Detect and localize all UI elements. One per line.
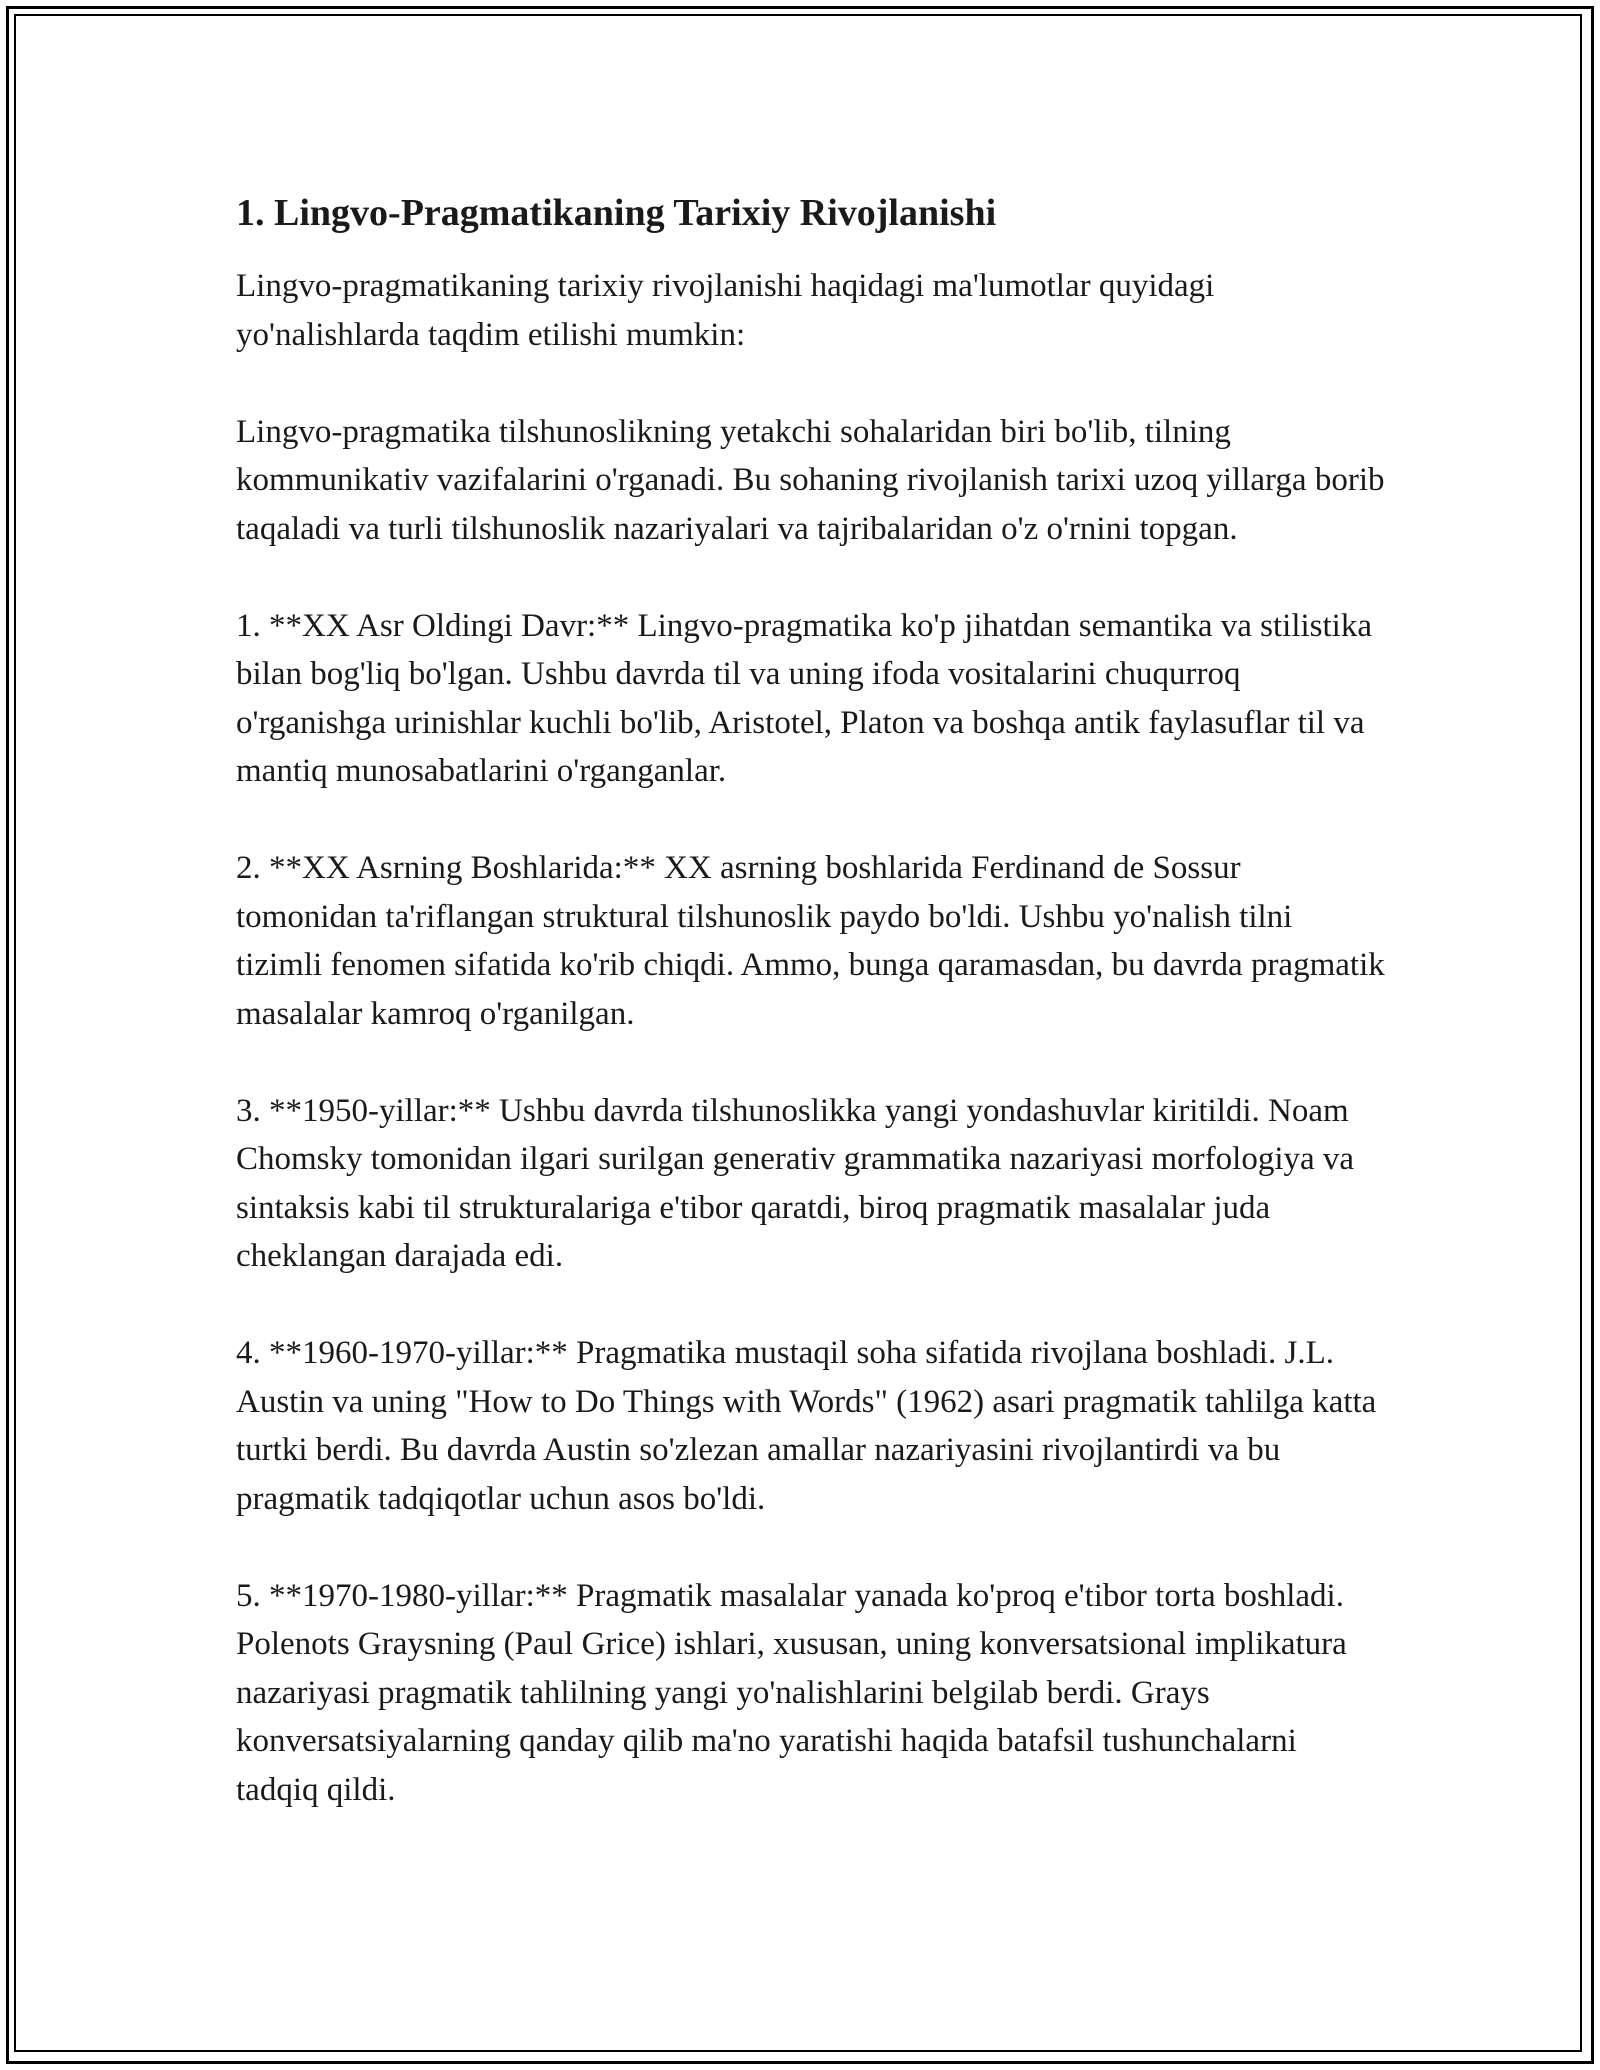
page-title: 1. Lingvo-Pragmatikaning Tarixiy Rivojlanishi [236, 192, 997, 234]
intro-paragraph: Lingvo-pragmatikaning tarixiy rivojlanishi haqidagi ma'lumotlar quyidagi yo'nalishlarda taqdim etilishi mumkin: [236, 268, 1215, 353]
period-paragraph-4: 4. **1960-1970-yillar:** Pragmatika mustaqil soha sifatida rivojlana boshladi. J.L. Austin va uning "How to Do Things with Words" (1962) asari pragmatik tahlilga katta turtki berdi. Bu davrda Austin so'zlezan amallar nazariyasini rivojlantirdi va bu pragmatik tadqiqotlar uchun asos bo'ldi. [236, 1335, 1377, 1517]
overview-paragraph: Lingvo-pragmatika tilshunoslikning yetakchi sohalaridan biri bo'lib, tilning kommunikativ vazifalarini o'rganadi. Bu sohaning rivojlanish tarixi uzoq yillarga borib taqaladi va turli tilshunoslik nazariyalari va tajribalaridan o'z o'rnini topgan. [236, 413, 1385, 547]
period-paragraph-1: 1. **XX Asr Oldingi Davr:** Lingvo-pragmatika ko'p jihatdan semantika va stilistika bilan bog'liq bo'lgan. Ushbu davrda til va uning ifoda vositalarini chuqurroq o'rganishga urinishlar kuchli bo'lib, Aristotel, Platon va boshqa antik faylasuflar til va mantiq munosabatlarini o'rganganlar. [236, 607, 1373, 789]
period-paragraph-2: 2. **XX Asrning Boshlarida:** XX asrning boshlarida Ferdinand de Sossur tomonidan ta'riflangan struktural tilshunoslik paydo bo'ldi. Ushbu yo'nalish tilni tizimli fenomen sifatida ko'rib chiqdi. Ammo, bunga qaramasdan, bu davrda pragmatik masalalar kamroq o'rganilgan. [236, 850, 1385, 1032]
period-paragraph-5: 5. **1970-1980-yillar:** Pragmatik masalalar yanada ko'proq e'tibor torta boshladi. Polenots Graysning (Paul Grice) ishlari, xususan, uning konversatsional implikatura nazariyasi pragmatik tahlilning yangi yo'nalishlarini belgilab berdi. Grays konversatsiyalarning qanday qilib ma'no yaratishi haqida batafsil tushunchalarni tadqiq qildi. [236, 1577, 1347, 1808]
period-paragraph-3: 3. **1950-yillar:** Ushbu davrda tilshunoslikka yangi yondashuvlar kiritildi. Noam Chomsky tomonidan ilgari surilgan generativ grammatika nazariyasi morfologiya va sintaksis kabi til strukturalariga e'tibor qaratdi, biroq pragmatik masalalar juda cheklangan darajada edi. [236, 1092, 1355, 1274]
document-body [236, 186, 1386, 1863]
